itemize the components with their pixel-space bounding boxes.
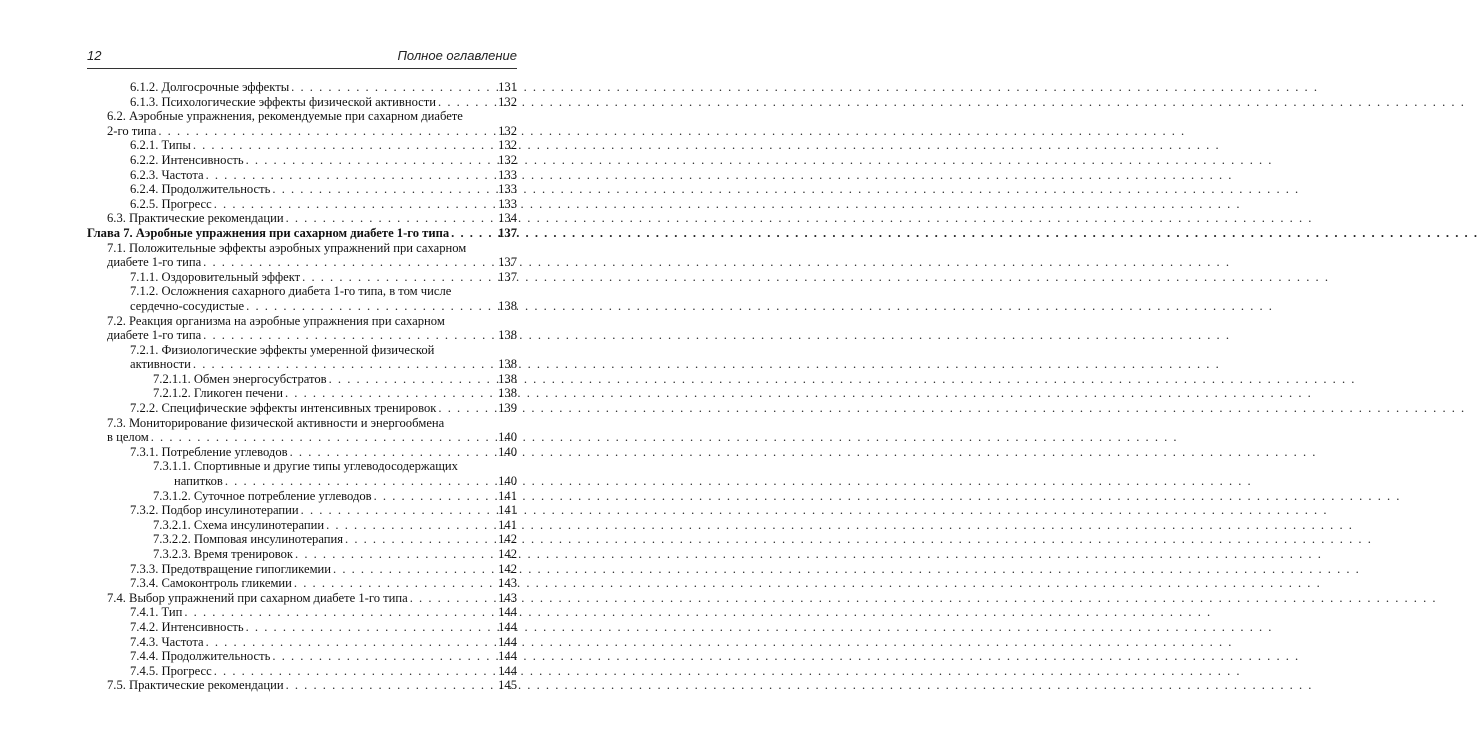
dot-leader: [191, 138, 498, 153]
toc-page-number: 131: [498, 80, 517, 94]
toc-entry[interactable]: [87, 591, 517, 606]
toc-page-number: 132: [498, 138, 517, 153]
toc-page-number: 133: [498, 182, 517, 197]
toc-entry-title: 7.2.2. Специфические эффекты интенсивных тренировок: [130, 401, 437, 416]
dot-leader: [449, 226, 498, 241]
toc-entry-title: 6.3. Практические рекомендации: [107, 211, 284, 226]
table-of-contents: [87, 80, 517, 693]
toc-entry[interactable]: [87, 270, 517, 285]
toc-entry-title: 7.3. Мониторирование физической активности и энергообмена: [107, 415, 445, 430]
toc-entry-title: диабете 1-го типа: [107, 328, 202, 343]
toc-entry-title: 2-го типа: [107, 123, 157, 138]
toc-entry[interactable]: [87, 80, 517, 95]
dot-leader: [270, 182, 498, 197]
dot-leader: [299, 503, 498, 518]
dot-leader: [223, 474, 498, 489]
toc-entry[interactable]: [87, 649, 517, 664]
toc-entry[interactable]: [87, 95, 517, 110]
toc-page-number: 142: [498, 532, 517, 547]
toc-page-number: 140: [498, 430, 517, 445]
toc-entry[interactable]: [87, 138, 517, 153]
toc-entry-title: 7.3.2.3. Время тренировок: [153, 547, 294, 561]
dot-leader: [283, 386, 498, 401]
toc-entry[interactable]: [87, 284, 517, 313]
toc-page-number: 141: [498, 517, 517, 532]
header-rule: [87, 68, 517, 69]
toc-entry-title: диабете 1-го типа: [107, 255, 202, 270]
toc-page-number: 140: [498, 474, 517, 489]
toc-entry[interactable]: [87, 664, 517, 679]
dot-leader: [201, 255, 498, 270]
toc-entry-title: 6.1.2. Долгосрочные эффекты: [130, 80, 290, 94]
toc-page-number: 144: [498, 663, 517, 678]
toc-entry-title: 7.1.2. Осложнения сахарного диабета 1-го типа, в том числе: [130, 284, 452, 299]
toc-entry[interactable]: [87, 343, 517, 372]
toc-entry[interactable]: [87, 109, 517, 138]
toc-entry-title: сердечно-сосудистые: [130, 298, 245, 313]
toc-entry-title: 7.4.1. Тип: [130, 605, 183, 620]
toc-entry-title: 7.2.1. Физиологические эффекты умеренной физической: [130, 342, 435, 357]
toc-entry-title: 6.2.3. Частота: [130, 167, 204, 182]
toc-entry-title: 7.4. Выбор упражнений при сахарном диабете 1-го типа: [107, 590, 408, 605]
toc-entry-title: 7.3.2. Подбор инсулинотерапии: [130, 503, 299, 518]
toc-page-number: 138: [498, 328, 517, 343]
toc-entry[interactable]: [87, 416, 517, 445]
toc-entry-title: напитков: [174, 474, 223, 489]
toc-entry[interactable]: [87, 518, 517, 533]
toc-page-number: 142: [498, 561, 517, 576]
toc-page-number: 145: [498, 678, 517, 693]
toc-entry[interactable]: [87, 489, 517, 504]
dot-leader: [270, 649, 498, 664]
dot-leader: [156, 124, 498, 139]
dot-leader: [324, 518, 498, 533]
dot-leader: [204, 635, 499, 650]
toc-page-number: 138: [498, 386, 517, 401]
dot-leader: [408, 591, 498, 606]
dot-leader: [343, 532, 498, 547]
toc-page-number: 143: [498, 590, 517, 605]
toc-entry[interactable]: [87, 635, 517, 650]
dot-leader: [284, 211, 499, 226]
toc-entry-title: 7.3.1.1. Спортивные и другие типы углеводосодержащих: [153, 459, 458, 474]
toc-page-number: 138: [498, 357, 517, 372]
toc-entry[interactable]: [87, 386, 517, 401]
toc-entry-title: 6.2.1. Типы: [130, 138, 191, 153]
toc-page-number: 140: [498, 444, 517, 459]
toc-entry[interactable]: [87, 314, 517, 343]
toc-entry-title: 7.3.1.2. Суточное потребление углеводов: [153, 488, 372, 503]
dot-leader: [212, 197, 498, 212]
toc-entry-title: 7.3.4. Самоконтроль гликемии: [130, 576, 292, 591]
dot-leader: [191, 357, 498, 372]
toc-page-number: 141: [498, 488, 517, 503]
toc-entry-title: 7.1. Положительные эффекты аэробных упражнений при сахарном: [107, 240, 467, 255]
toc-page-number: 144: [498, 649, 517, 664]
dot-leader: [201, 328, 498, 343]
dot-leader: [212, 664, 498, 679]
dot-leader: [293, 547, 498, 562]
toc-entry[interactable]: [87, 168, 517, 183]
toc-entry[interactable]: [87, 503, 517, 518]
toc-entry-title: 7.4.4. Продолжительность: [130, 649, 271, 664]
toc-page-number: 132: [498, 94, 517, 109]
toc-page-number: 137: [498, 269, 517, 284]
dot-leader: [436, 95, 498, 110]
toc-page-number: 132: [498, 152, 517, 167]
toc-entry[interactable]: [87, 547, 517, 562]
toc-entry-title: 7.4.5. Прогресс: [130, 663, 212, 678]
dot-leader: [300, 270, 498, 285]
toc-page-number: 139: [498, 401, 517, 416]
dot-leader: [244, 299, 498, 314]
toc-page-number: 143: [498, 576, 517, 591]
toc-page-number: 133: [498, 196, 517, 211]
toc-entry[interactable]: [87, 241, 517, 270]
toc-entry-title: 6.1.3. Психологические эффекты физической активности: [130, 94, 437, 109]
toc-entry[interactable]: [87, 678, 517, 693]
toc-entry-title: 6.2.5. Прогресс: [130, 196, 212, 211]
toc-page-number: 142: [498, 547, 517, 561]
toc-entry-title: 7.3.2.1. Схема инсулинотерапии: [153, 517, 325, 532]
toc-entry[interactable]: [87, 372, 517, 387]
toc-page-number: 138: [498, 298, 517, 313]
toc-entry[interactable]: [87, 153, 517, 168]
toc-entry-title: 7.3.1. Потребление углеводов: [130, 444, 288, 459]
dot-leader: [372, 489, 498, 504]
toc-entry-title: 6.2.4. Продолжительность: [130, 182, 271, 197]
toc-page-number: 137: [498, 225, 517, 240]
toc-entry[interactable]: [87, 459, 517, 488]
toc-page-number: 144: [498, 619, 517, 634]
toc-entry-title: 7.3.3. Предотвращение гипогликемии: [130, 561, 332, 576]
page-header: [87, 48, 517, 68]
dot-leader: [436, 401, 498, 416]
dot-leader: [327, 372, 499, 387]
toc-entry-title: активности: [130, 357, 191, 372]
toc-entry-title: 7.2.1.1. Обмен энергосубстратов: [153, 371, 327, 386]
toc-entry-title: в целом: [107, 430, 149, 445]
toc-entry[interactable]: [87, 562, 517, 577]
toc-entry-title: 6.2. Аэробные упражнения, рекомендуемые при сахарном диабете: [107, 109, 463, 124]
toc-entry-title: 7.2. Реакция организма на аэробные упражнения при сахарном: [107, 313, 445, 328]
dot-leader: [149, 430, 498, 445]
toc-page-number: 137: [498, 255, 517, 270]
toc-entry-title: 7.2.1.2. Гликоген печени: [153, 386, 283, 401]
toc-entry[interactable]: [87, 605, 517, 620]
toc-entry[interactable]: [87, 211, 517, 226]
toc-page-number: 132: [498, 123, 517, 138]
dot-leader: [182, 605, 498, 620]
toc-page-number: 138: [498, 371, 517, 386]
toc-page-number: 144: [498, 605, 517, 620]
dot-leader: [292, 576, 498, 591]
dot-leader: [244, 620, 498, 635]
toc-entry[interactable]: [87, 197, 517, 212]
dot-leader: [204, 168, 499, 183]
toc-entry[interactable]: [87, 226, 517, 241]
toc-entry[interactable]: [87, 532, 517, 547]
dot-leader: [284, 678, 499, 693]
toc-entry[interactable]: [87, 401, 517, 416]
toc-entry-title: 7.4.2. Интенсивность: [130, 619, 244, 634]
page-number: 12: [87, 48, 102, 63]
toc-entry-title: 7.5. Практические рекомендации: [107, 678, 284, 693]
toc-page-number: 144: [498, 634, 517, 649]
toc-entry-title: 6.2.2. Интенсивность: [130, 152, 244, 167]
toc-entry-title: 7.1.1. Оздоровительный эффект: [130, 269, 301, 284]
toc-entry[interactable]: [87, 620, 517, 635]
dot-leader: [244, 153, 498, 168]
toc-entry-title: Глава 7. Аэробные упражнения при сахарном диабете 1-го типа: [87, 225, 450, 240]
toc-entry[interactable]: [87, 182, 517, 197]
toc-page-number: 133: [498, 167, 517, 182]
dot-leader: [288, 445, 499, 460]
toc-page-number: 134: [498, 211, 517, 226]
running-title: Полное оглавление: [397, 48, 517, 63]
toc-entry-title: 7.3.2.2. Помповая инсулинотерапия: [153, 532, 344, 547]
dot-leader: [289, 80, 498, 95]
toc-page-number: 141: [498, 503, 517, 518]
toc-entry[interactable]: [87, 445, 517, 460]
toc-entry[interactable]: [87, 576, 517, 591]
dot-leader: [331, 562, 498, 577]
toc-entry-title: 7.4.3. Частота: [130, 634, 204, 649]
